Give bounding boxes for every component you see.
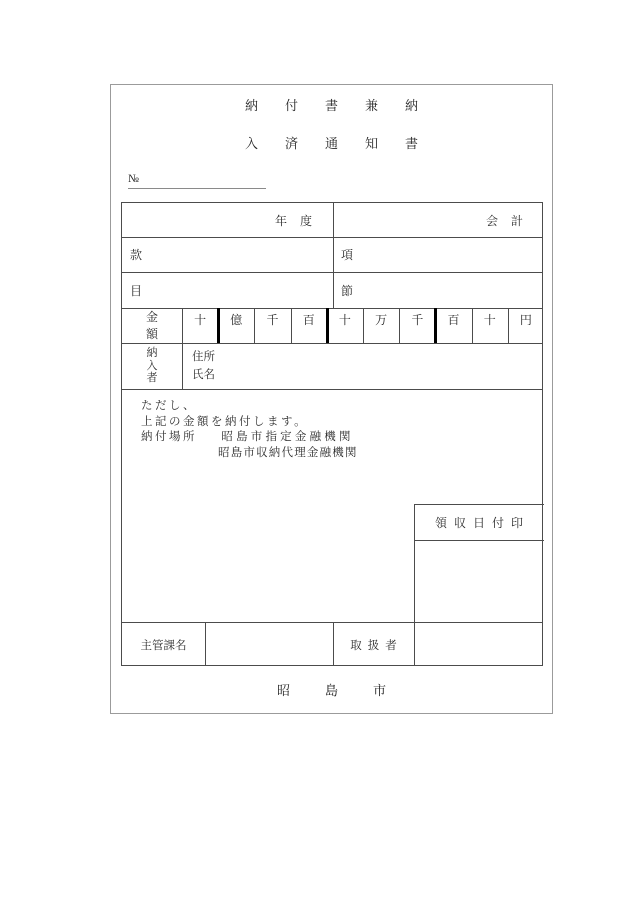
digit-group-divider xyxy=(434,308,437,343)
digit-group-divider xyxy=(217,308,220,343)
setsu-cell xyxy=(333,272,544,308)
receipt-stamp-header xyxy=(414,504,544,540)
dept-cell xyxy=(122,622,205,667)
divider xyxy=(122,389,542,390)
kan-label: 款 xyxy=(130,248,143,262)
payer-content-cell xyxy=(182,343,544,389)
fiscal-year-label: 年度 xyxy=(274,213,325,228)
handler-cell xyxy=(333,622,414,667)
form-page xyxy=(110,84,553,714)
ko-cell xyxy=(333,237,544,272)
amount-label: 金額 xyxy=(145,310,158,341)
kan-cell xyxy=(122,237,333,272)
amount-digit-column: 十 xyxy=(194,313,207,327)
moku-label: 目 xyxy=(130,283,143,298)
payment-place-row xyxy=(141,430,358,446)
amount-digit-column: 億 xyxy=(230,313,243,327)
form-title-line2: 入済通知書 xyxy=(244,136,445,151)
amount-digit-column: 千 xyxy=(411,313,424,327)
note-line1: ただし、 xyxy=(141,400,197,412)
dept-label: 主管課名 xyxy=(140,639,187,652)
payment-note-block xyxy=(141,399,358,461)
digit-group-divider xyxy=(326,308,329,343)
document-number-blank-line xyxy=(128,188,266,189)
account-label: 会計 xyxy=(485,213,536,228)
amount-digit-column: 千 xyxy=(266,313,279,327)
divider xyxy=(291,308,292,343)
payment-place-line2: 昭島市収納代理金融機関 xyxy=(218,446,358,459)
payer-name-label: 氏名 xyxy=(192,369,215,381)
amount-digit-column: 十 xyxy=(338,313,351,327)
account-cell xyxy=(333,203,544,237)
payer-label-cell xyxy=(122,343,182,389)
amount-digit-column: 円 xyxy=(519,313,532,327)
amount-digit-column: 百 xyxy=(447,313,460,327)
amount-digit-column: 百 xyxy=(302,313,315,327)
divider xyxy=(399,308,400,343)
form-table xyxy=(121,202,543,666)
note-line2: 上記の金額を納付します。 xyxy=(141,415,309,428)
divider xyxy=(414,622,415,666)
divider xyxy=(508,308,509,343)
payer-address-label: 住所 xyxy=(192,350,215,363)
ko-label: 項 xyxy=(341,248,354,262)
amount-digit-column: 十 xyxy=(483,313,496,327)
amount-label-cell xyxy=(122,308,182,343)
setsu-label: 節 xyxy=(341,283,354,298)
payment-place-label: 納付場所 xyxy=(141,431,197,443)
handler-label: 取扱者 xyxy=(350,639,403,652)
divider xyxy=(472,308,473,343)
divider xyxy=(205,622,206,666)
divider xyxy=(363,308,364,343)
divider xyxy=(414,540,544,541)
form-title-line1: 納付書兼納 xyxy=(244,98,445,113)
fiscal-year-cell xyxy=(122,203,333,237)
receipt-stamp-label: 領収日付印 xyxy=(434,515,530,530)
divider xyxy=(254,308,255,343)
payer-label: 納入者 xyxy=(146,347,158,385)
issuer-name: 昭島市 xyxy=(276,683,421,698)
amount-digit-column: 万 xyxy=(375,313,388,327)
payment-place-line1: 昭島市指定金融機関 xyxy=(221,431,354,443)
document-number-label: № xyxy=(128,173,139,185)
moku-cell xyxy=(122,272,333,308)
